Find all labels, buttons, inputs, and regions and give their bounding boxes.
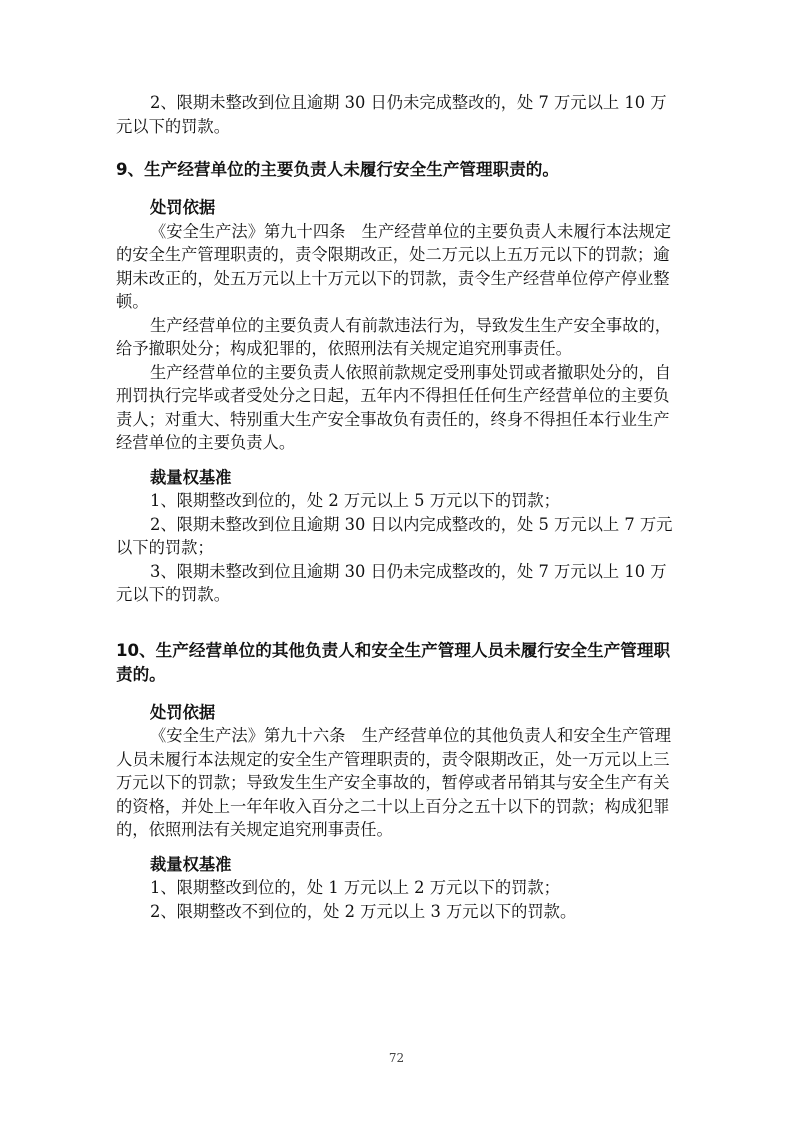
section-10-title: 10、生产经营单位的其他负责人和安全生产管理人员未履行安全生产管理职责的。 [116, 640, 671, 684]
section-10-basis-paragraph-1: 《安全生产法》第九十六条 生产经营单位的其他负责人和安全生产管理人员未履行本法规定的安全生产管理职责的，责令限期改正，处一万元以上三万元以下的罚款；导致发生生产安全事故的，暂停或者吊销其与安全生产有关的资格，并处上一年年收入百分之二十以上百分之五十以下的罚款；构成犯罪的，依照刑法有关规定追究刑事责任。 [116, 726, 672, 839]
section-9-basis-paragraph-1: 《安全生产法》第九十四条 生产经营单位的主要负责人未履行本法规定的安全生产管理职责的，责令限期改正，处二万元以上五万元以下的罚款；逾期未改正的，处五万元以上十万元以下的罚款，责令生产经营单位停产停业整顿。 [116, 221, 672, 311]
continuation-item-2: 2、限期未整改到位且逾期 30 日仍未完成整改的，处 7 万元以上 10 万元以下的罚款。 [116, 93, 667, 136]
section-9-basis-paragraph-2: 生产经营单位的主要负责人有前款违法行为，导致发生生产安全事故的，给予撤职处分；构成犯罪的，依照刑法有关规定追究刑事责任。 [116, 315, 672, 358]
section-10-basis-label: 处罚依据 [150, 702, 216, 722]
section-9-standard-label: 裁量权基准 [150, 467, 232, 487]
section-9-basis-paragraph-3: 生产经营单位的主要负责人依照前款规定受刑事处罚或者撤职处分的，自刑罚执行完毕或者受处分之日起，五年内不得担任任何生产经营单位的主要负责人；对重大、特别重大生产安全事故负有责任的，终身不得担任本行业生产经营单位的主要负责人。 [116, 362, 672, 452]
section-9-standard-item-2: 2、限期未整改到位且逾期 30 日以内完成整改的，处 5 万元以上 7 万元以下的罚款； [116, 514, 673, 557]
section-9-standard-item-1: 1、限期整改到位的，处 2 万元以上 5 万元以下的罚款； [150, 491, 560, 510]
section-9-basis-label: 处罚依据 [150, 198, 216, 217]
section-10-standard-item-1: 1、限期整改到位的，处 1 万元以上 2 万元以下的罚款； [150, 878, 560, 897]
page-content [116, 91, 676, 923]
section-10-standard-item-2: 2、限期整改不到位的，处 2 万元以上 3 万元以下的罚款。 [150, 901, 577, 921]
section-10-standard-label: 裁量权基准 [150, 854, 232, 874]
page-number: 72 [388, 1051, 405, 1065]
section-9-title: 9、生产经营单位的主要负责人未履行安全生产管理职责的。 [116, 160, 559, 179]
section-9-standard-item-3: 3、限期未整改到位且逾期 30 日仍未完成整改的，处 7 万元以上 10 万元以下的罚款。 [116, 561, 667, 604]
